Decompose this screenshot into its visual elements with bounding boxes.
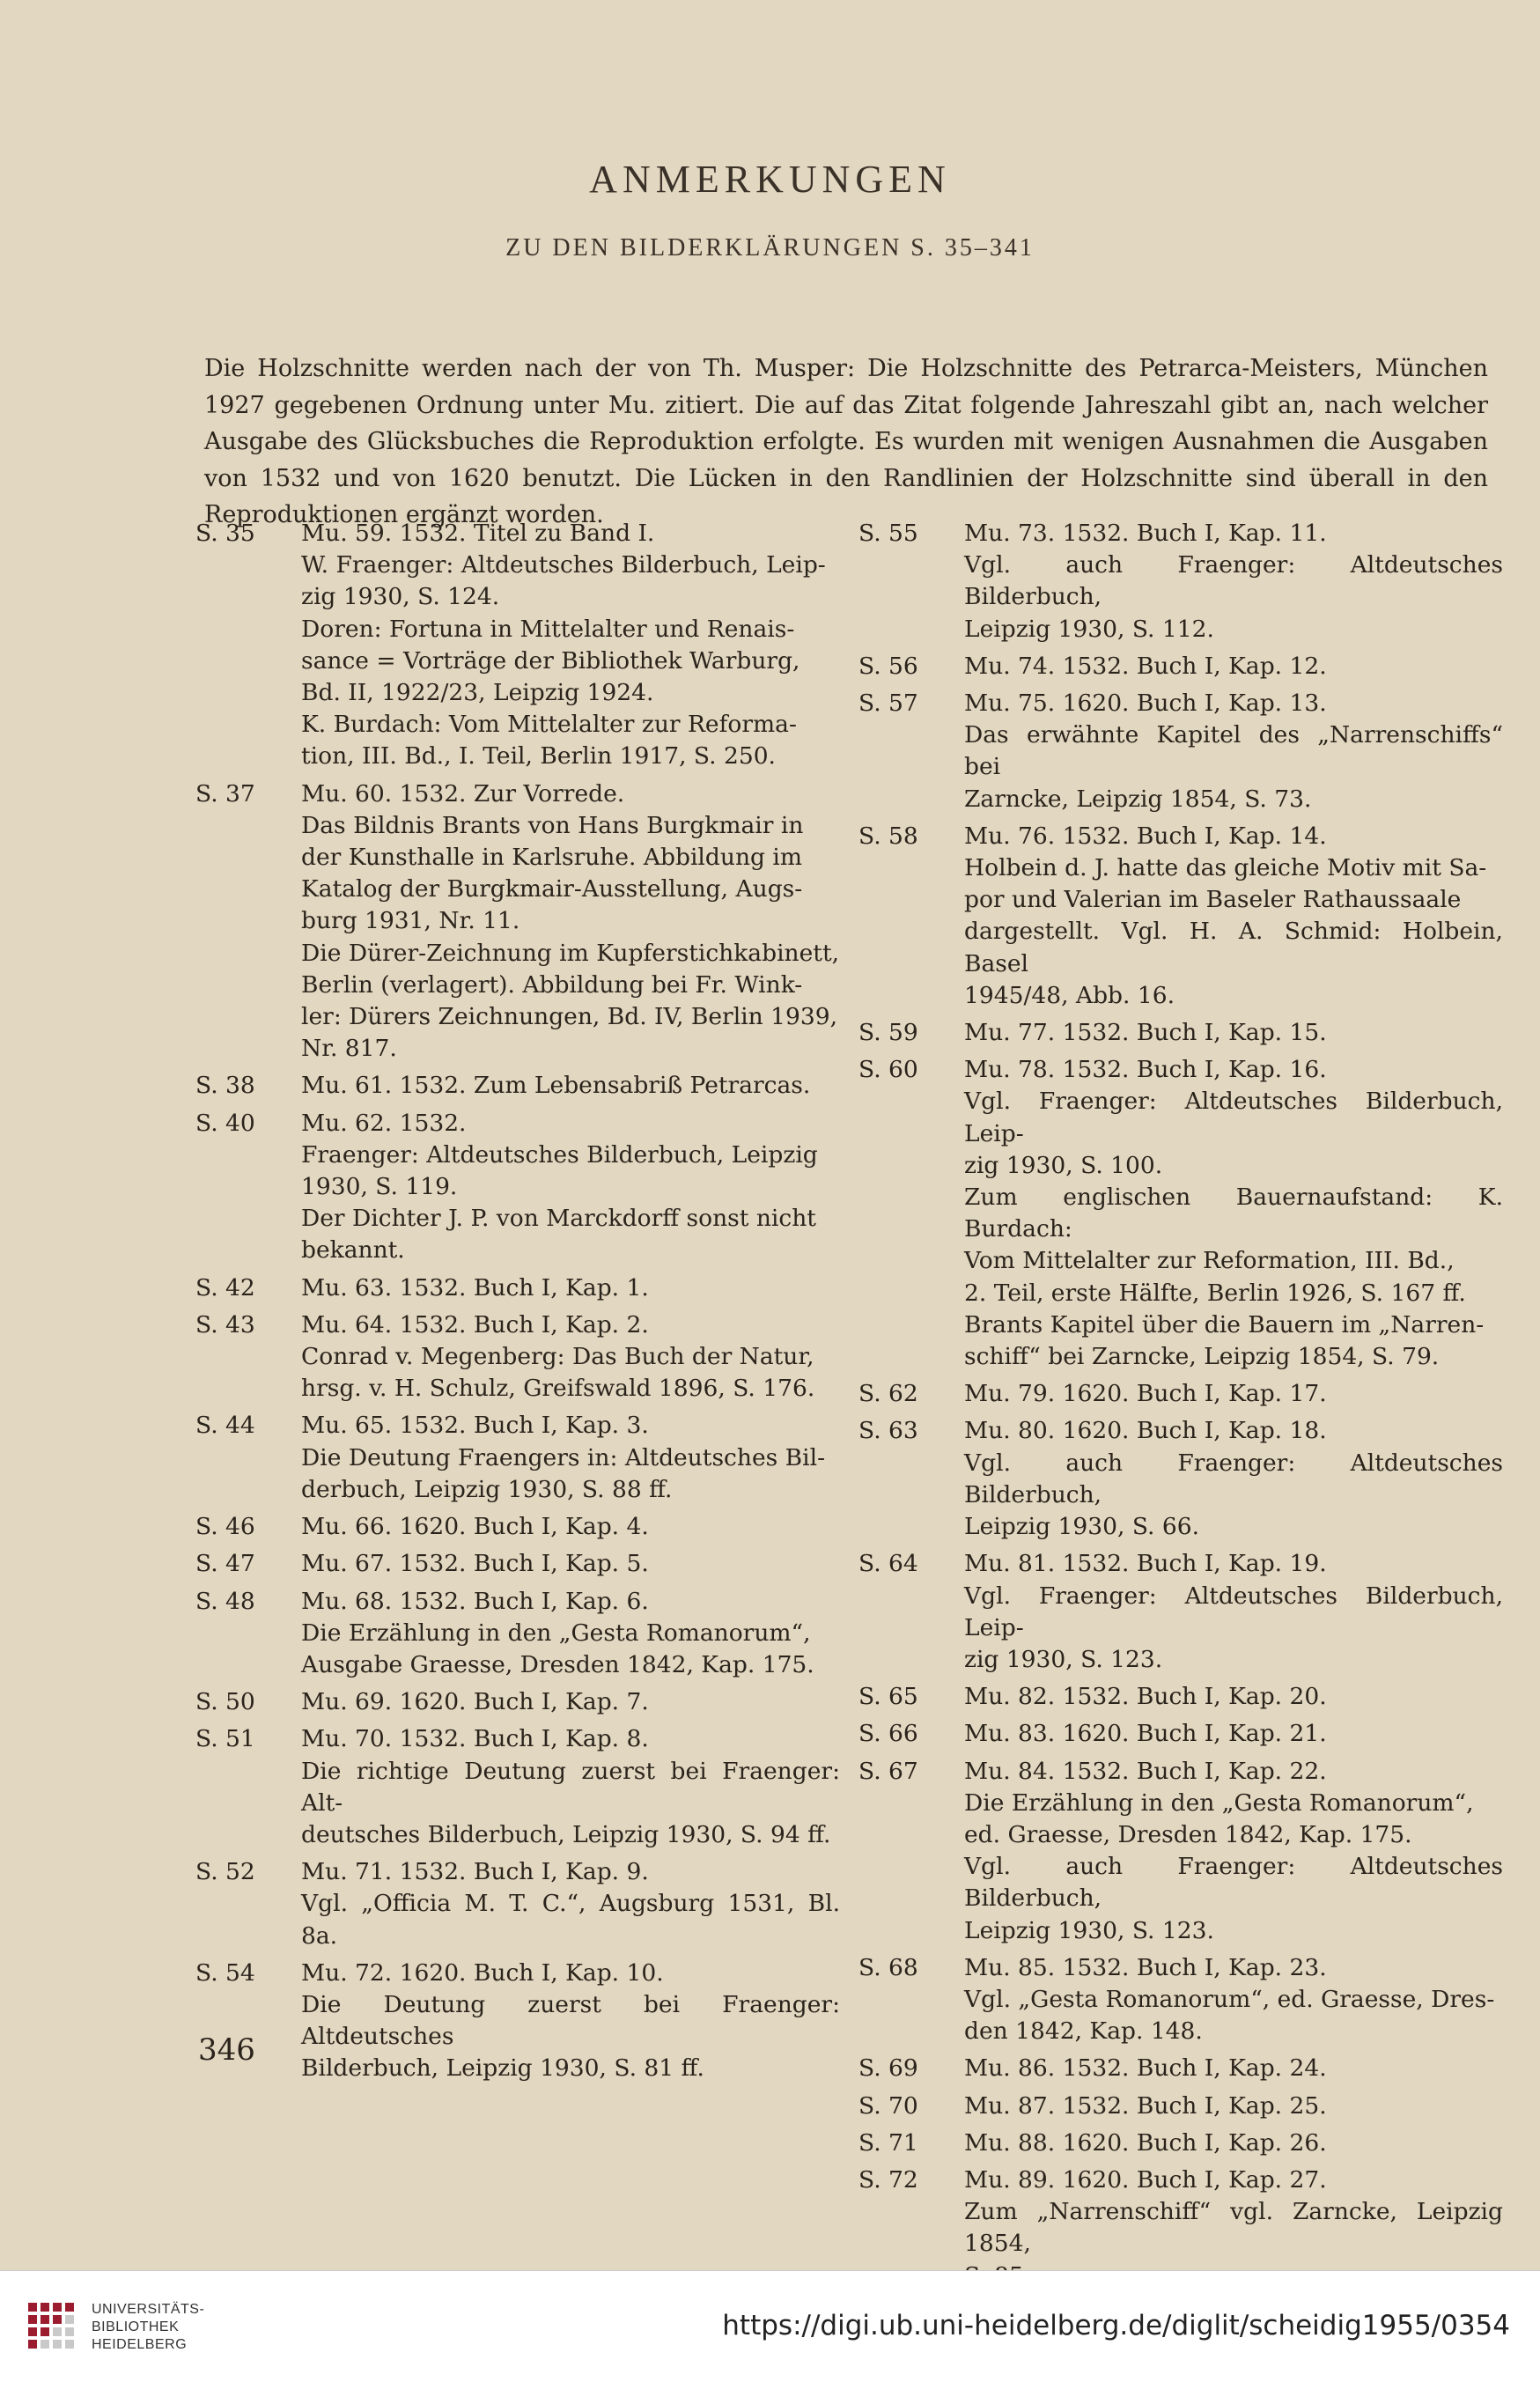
note-line: Vgl. Fraenger: Altdeutsches Bilderbuch, Leip-: [964, 1582, 1503, 1641]
note-line: Der Dichter J. P. von Marckdorff sonst nicht: [301, 1205, 816, 1233]
note-entry: [858, 1681, 1503, 1713]
logo-line: HEIDELBERG: [92, 2337, 188, 2352]
page-reference: S. 65: [858, 1683, 918, 1711]
page-reference: S. 43: [195, 1310, 255, 1338]
note-line: Die Erzählung in den „Gesta Romanorum“,: [964, 1788, 1474, 1817]
note-entry: [195, 778, 840, 1066]
note-entry: [195, 1108, 840, 1267]
note-line: Mu. 78. 1532. Buch I, Kap. 16.: [964, 1056, 1327, 1084]
note-text: [964, 1952, 1503, 2048]
note-line: Nr. 817.: [301, 1035, 397, 1063]
note-text: [301, 1586, 840, 1682]
note-text: [301, 1958, 840, 2085]
note-line: Mu. 65. 1532. Buch I, Kap. 3.: [301, 1412, 649, 1440]
note-line: Mu. 70. 1532. Buch I, Kap. 8.: [301, 1725, 649, 1753]
note-line: zig 1930, S. 124.: [301, 583, 500, 611]
page-reference: S. 63: [858, 1417, 918, 1445]
page-number: 346: [198, 2032, 255, 2068]
note-line: dargestellt. Vgl. H. A. Schmid: Holbein, Basel: [964, 918, 1503, 977]
note-text: [964, 1718, 1503, 1750]
page-reference: S. 40: [195, 1109, 255, 1137]
note-entry: [858, 2128, 1503, 2159]
note-entry: [858, 1054, 1503, 1373]
note-line: Mu. 73. 1532. Buch I, Kap. 11.: [964, 520, 1327, 547]
note-line: Mu. 86. 1532. Buch I, Kap. 24.: [964, 2054, 1327, 2083]
note-line: K. Burdach: Vom Mittelalter zur Reforma-: [301, 711, 797, 739]
page-reference: S. 48: [195, 1587, 255, 1615]
note-text: [964, 2128, 1503, 2159]
note-entry: [195, 1511, 840, 1543]
note-text: [301, 518, 840, 773]
note-line: Die Dürer-Zeichnung im Kupferstichkabinett,: [301, 939, 840, 967]
page-reference: S. 66: [858, 1720, 918, 1748]
note-line: derbuch, Leipzig 1930, S. 88 ff.: [301, 1475, 673, 1503]
note-entry: [195, 1723, 840, 1851]
note-line: Vom Mittelalter zur Reformation, III. Bd.,: [964, 1247, 1455, 1275]
note-text: [964, 1415, 1503, 1543]
note-line: Mu. 61. 1532. Zum Lebensabriß Petrarcas.: [301, 1072, 811, 1100]
page-reference: S. 47: [195, 1550, 255, 1578]
note-text: [301, 1511, 840, 1543]
note-line: zig 1930, S. 123.: [964, 1645, 1163, 1673]
note-line: schiff“ bei Zarncke, Leipzig 1854, S. 79.: [964, 1343, 1440, 1371]
note-entry: [858, 821, 1503, 1012]
note-text: [301, 1723, 840, 1851]
note-line: Mu. 64. 1532. Buch I, Kap. 2.: [301, 1310, 649, 1338]
note-text: [301, 1108, 840, 1267]
note-line: Das Bildnis Brants von Hans Burgkmair in: [301, 811, 804, 839]
page-reference: S. 58: [858, 822, 918, 850]
note-line: Mu. 84. 1532. Buch I, Kap. 22.: [964, 1757, 1327, 1785]
note-line: sance = Vorträge der Bibliothek Warburg,: [301, 646, 800, 675]
note-line: Mu. 82. 1532. Buch I, Kap. 20.: [964, 1683, 1327, 1711]
note-line: Mu. 89. 1620. Buch I, Kap. 27.: [964, 2165, 1327, 2194]
note-line: Mu. 80. 1620. Buch I, Kap. 18.: [964, 1417, 1327, 1445]
note-entry: [195, 1548, 840, 1580]
note-line: Zum englischen Bauernaufstand: K. Burdach:: [964, 1184, 1503, 1243]
note-line: Die richtige Deutung zuerst bei Fraenger: Alt-: [301, 1757, 840, 1817]
note-entry: [195, 1309, 840, 1405]
source-url-link[interactable]: https://digi.ub.uni-heidelberg.de/diglit/scheidig1955/0354: [722, 2310, 1510, 2341]
note-entry: [858, 2053, 1503, 2084]
page-reference: S. 57: [858, 690, 918, 718]
note-text: [964, 821, 1503, 1012]
note-line: Die Deutung zuerst bei Fraenger: Altdeutsches: [301, 1990, 840, 2051]
note-line: 1945/48, Abb. 16.: [964, 981, 1175, 1009]
note-line: Katalog der Burgkmair-Ausstellung, Augs-: [301, 875, 803, 903]
note-entry: [195, 1586, 840, 1682]
note-entry: [195, 1856, 840, 1952]
note-line: Leipzig 1930, S. 66.: [964, 1513, 1200, 1541]
page-reference: S. 68: [858, 1953, 918, 1981]
note-line: Die Deutung Fraengers in: Altdeutsches Bil-: [301, 1443, 826, 1471]
note-line: den 1842, Kap. 148.: [964, 2017, 1203, 2046]
note-line: Mu. 88. 1620. Buch I, Kap. 26.: [964, 2128, 1327, 2157]
note-line: Leipzig 1930, S. 123.: [964, 1916, 1214, 1944]
intro-paragraph: Die Holzschnitte werden nach der von Th. Musper: Die Holzschnitte des Petrarca-Meisters, München 1927 gegebenen Ordnung unter Mu. zitiert. Die auf das Zitat folgende Jahreszahl gibt an, nach welcher Ausgabe des Glücksbuches die Reproduktion erfolgte. Es wurden mit wenigen Ausnahmen die Ausgaben von 1532 und von 1620 benutzt. Die Lücken in den Randlinien der Holzschnitte sind überall in den Reproduktionen ergänzt worden.: [204, 355, 1488, 528]
note-entry: [195, 1686, 840, 1718]
note-line: Mu. 69. 1620. Buch I, Kap. 7.: [301, 1688, 649, 1716]
logo-line: BIBLIOTHEK: [92, 2319, 180, 2334]
note-entry: [195, 1958, 840, 2085]
note-entry: [858, 688, 1503, 815]
note-entry: [858, 1952, 1503, 2048]
page-reference: S. 67: [858, 1757, 918, 1785]
note-line: Holbein d. J. hatte das gleiche Motiv mit Sa-: [964, 854, 1487, 882]
note-line: Mu. 68. 1532. Buch I, Kap. 6.: [301, 1587, 649, 1615]
note-line: Mu. 62. 1532.: [301, 1109, 467, 1137]
note-entry: [195, 1410, 840, 1506]
note-line: Mu. 81. 1532. Buch I, Kap. 19.: [964, 1550, 1327, 1578]
note-line: Mu. 72. 1620. Buch I, Kap. 10.: [301, 1958, 664, 1987]
note-entry: [195, 518, 840, 773]
page-reference: S. 72: [858, 2165, 918, 2194]
note-text: [301, 1548, 840, 1580]
note-line: Vgl. „Officia M. T. C.“, Augsburg 1531, Bl. 8a.: [301, 1890, 840, 1950]
page-reference: S. 51: [195, 1725, 255, 1753]
page-reference: S. 35: [195, 520, 255, 547]
page-reference: S. 59: [858, 1019, 918, 1047]
note-entry: [858, 2091, 1503, 2122]
note-line: Mu. 59. 1532. Titel zu Band I.: [301, 520, 655, 547]
note-text: [964, 688, 1503, 815]
note-line: hrsg. v. H. Schulz, Greifswald 1896, S. 176.: [301, 1375, 815, 1403]
note-line: Mu. 85. 1532. Buch I, Kap. 23.: [964, 1953, 1327, 1981]
note-line: Berlin (verlagert). Abbildung bei Fr. Wink-: [301, 970, 803, 999]
note-line: Mu. 79. 1620. Buch I, Kap. 17.: [964, 1380, 1327, 1408]
page-reference: S. 71: [858, 2128, 918, 2157]
note-text: [301, 778, 840, 1066]
page-reference: S. 37: [195, 779, 255, 808]
note-line: Vgl. auch Fraenger: Altdeutsches Bilderbuch,: [964, 1449, 1503, 1508]
note-line: der Kunsthalle in Karlsruhe. Abbildung im: [301, 844, 802, 872]
library-logo-icon: [23, 2297, 85, 2359]
page-reference: S. 50: [195, 1688, 255, 1716]
note-line: Mu. 77. 1532. Buch I, Kap. 15.: [964, 1019, 1327, 1047]
note-line: Zum „Narrenschiff“ vgl. Zarncke, Leipzig 1854,: [964, 2198, 1503, 2258]
page-reference: S. 60: [858, 1056, 918, 1084]
note-line: Bd. II, 1922/23, Leipzig 1924.: [301, 679, 654, 707]
note-line: Mu. 66. 1620. Buch I, Kap. 4.: [301, 1513, 649, 1541]
note-line: Doren: Fortuna in Mittelalter und Renais-: [301, 615, 795, 643]
note-entry: [858, 518, 1503, 645]
page-reference: S. 44: [195, 1412, 255, 1440]
note-entry: [195, 1272, 840, 1304]
note-entry: [858, 1756, 1503, 1947]
note-entry: [858, 1378, 1503, 1410]
note-line: Vgl. auch Fraenger: Altdeutsches Bilderbuch,: [964, 551, 1503, 611]
note-line: Vgl. „Gesta Romanorum“, ed. Graesse, Dres-: [964, 1985, 1495, 2013]
note-text: [964, 1054, 1503, 1373]
note-line: bekannt.: [301, 1236, 405, 1265]
note-line: Mu. 63. 1532. Buch I, Kap. 1.: [301, 1273, 649, 1302]
note-entry: [195, 1070, 840, 1102]
note-line: Vgl. auch Fraenger: Altdeutsches Bilderbuch,: [964, 1853, 1503, 1913]
note-line: Mu. 67. 1532. Buch I, Kap. 5.: [301, 1550, 649, 1578]
note-line: Bilderbuch, Leipzig 1930, S. 81 ff.: [301, 2054, 704, 2083]
note-line: Fraenger: Altdeutsches Bilderbuch, Leipzig: [301, 1140, 818, 1169]
note-line: zig 1930, S. 100.: [964, 1151, 1163, 1179]
page-reference: S. 54: [195, 1958, 255, 1987]
note-text: [964, 2091, 1503, 2122]
page-reference: S. 38: [195, 1072, 255, 1100]
page-reference: S. 64: [858, 1550, 918, 1578]
note-text: [964, 1017, 1503, 1049]
page-reference: S. 69: [858, 2054, 918, 2083]
page-reference: S. 46: [195, 1513, 255, 1541]
note-text: [964, 2053, 1503, 2084]
note-line: Mu. 74. 1532. Buch I, Kap. 12.: [964, 652, 1327, 680]
note-line: Mu. 71. 1532. Buch I, Kap. 9.: [301, 1858, 649, 1886]
page-reference: S. 62: [858, 1380, 918, 1408]
note-text: [964, 1756, 1503, 1947]
note-entry: [858, 1415, 1503, 1543]
note-line: burg 1931, Nr. 11.: [301, 907, 520, 935]
note-entry: [858, 651, 1503, 682]
note-line: Vgl. Fraenger: Altdeutsches Bilderbuch, Leip-: [964, 1088, 1503, 1147]
note-line: Ausgabe Graesse, Dresden 1842, Kap. 175.: [301, 1650, 814, 1678]
right-column: [858, 518, 1503, 2297]
note-text: [301, 1309, 840, 1405]
note-text: [301, 1856, 840, 1952]
page-reference: S. 55: [858, 520, 918, 547]
page-subtitle: ZU DEN BILDERKLÄRUNGEN S. 35–341: [505, 234, 1035, 262]
note-line: Mu. 75. 1620. Buch I, Kap. 13.: [964, 690, 1327, 718]
note-text: [301, 1410, 840, 1506]
page-reference: S. 56: [858, 652, 918, 680]
note-entry: [858, 1017, 1503, 1049]
page-title: ANMERKUNGEN: [589, 158, 951, 201]
note-line: W. Fraenger: Altdeutsches Bilderbuch, Leip-: [301, 551, 826, 579]
note-line: por und Valerian im Baseler Rathaussaale: [964, 886, 1462, 914]
note-line: 1930, S. 119.: [301, 1173, 458, 1201]
note-line: Zarncke, Leipzig 1854, S. 73.: [964, 785, 1312, 813]
page-reference: S. 70: [858, 2091, 918, 2120]
note-line: tion, III. Bd., I. Teil, Berlin 1917, S. 250.: [301, 742, 776, 771]
note-line: ler: Dürers Zeichnungen, Bd. IV, Berlin 1939,: [301, 1003, 838, 1031]
note-text: [964, 1548, 1503, 1676]
note-line: deutsches Bilderbuch, Leipzig 1930, S. 94 ff.: [301, 1820, 831, 1848]
page-reference: S. 52: [195, 1858, 255, 1886]
note-line: Das erwähnte Kapitel des „Narrenschiffs“ bei: [964, 721, 1503, 781]
note-line: Mu. 83. 1620. Buch I, Kap. 21.: [964, 1720, 1327, 1748]
note-entry: [858, 1718, 1503, 1750]
note-line: Conrad v. Megenberg: Das Buch der Natur,: [301, 1343, 814, 1371]
note-text: [964, 1681, 1503, 1713]
note-text: [301, 1686, 840, 1718]
note-entry: [858, 1548, 1503, 1676]
left-column: [195, 518, 840, 2091]
note-line: Mu. 60. 1532. Zur Vorrede.: [301, 779, 625, 808]
library-logo-text: [92, 2301, 204, 2354]
footer-bar: [0, 2270, 1540, 2382]
note-line: Mu. 87. 1532. Buch I, Kap. 25.: [964, 2091, 1327, 2120]
note-line: ed. Graesse, Dresden 1842, Kap. 175.: [964, 1820, 1412, 1848]
note-text: [964, 651, 1503, 682]
note-line: 2. Teil, erste Hälfte, Berlin 1926, S. 167 ff.: [964, 1279, 1466, 1307]
note-text: [301, 1070, 840, 1102]
note-line: Brants Kapitel über die Bauern im „Narren-: [964, 1310, 1485, 1338]
page-reference: S. 42: [195, 1273, 255, 1302]
note-text: [964, 518, 1503, 645]
note-line: Leipzig 1930, S. 112.: [964, 615, 1214, 643]
note-text: [301, 1272, 840, 1304]
note-text: [964, 1378, 1503, 1410]
note-line: Mu. 76. 1532. Buch I, Kap. 14.: [964, 822, 1327, 850]
logo-line: UNIVERSITÄTS-: [92, 2302, 205, 2317]
note-line: Die Erzählung in den „Gesta Romanorum“,: [301, 1619, 811, 1647]
